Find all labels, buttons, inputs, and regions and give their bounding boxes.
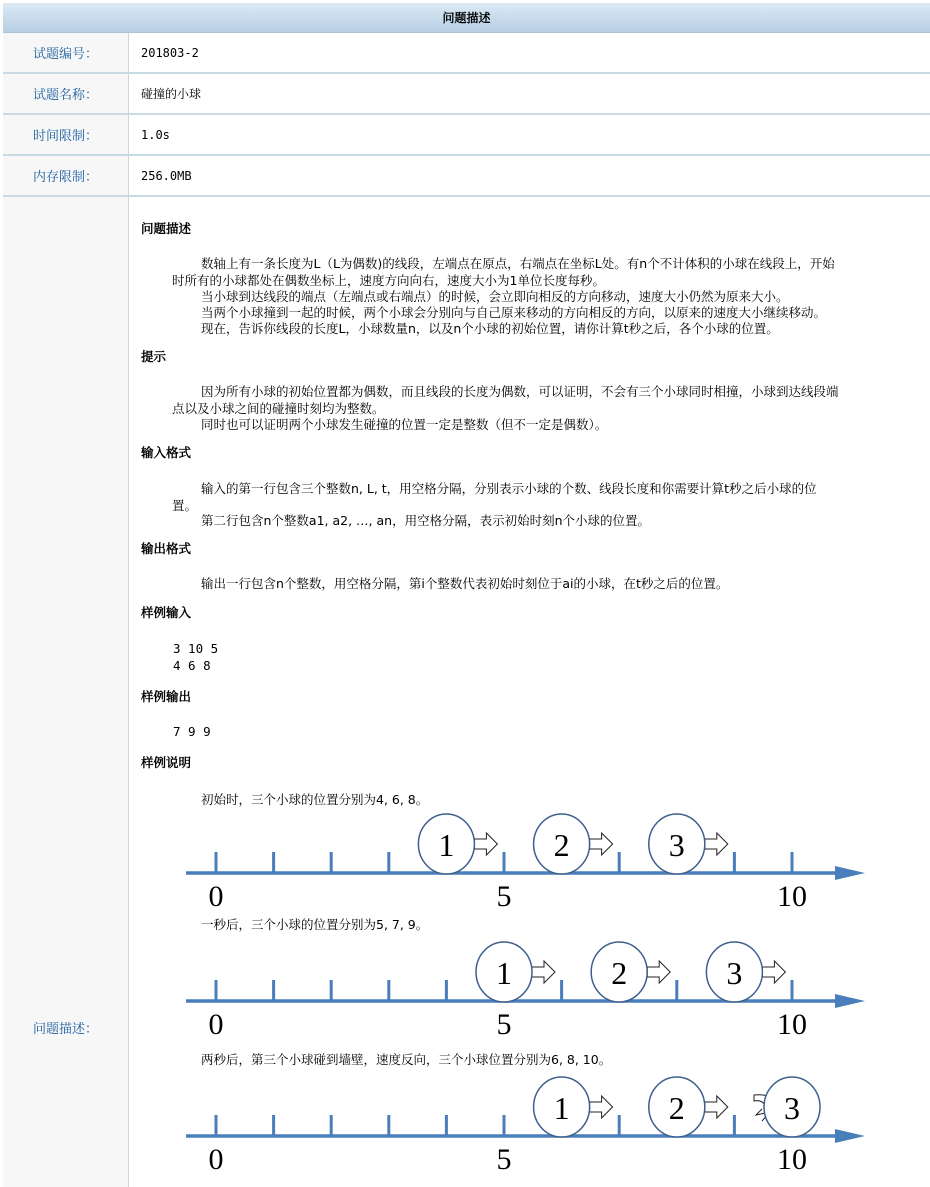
axis-arrowhead (835, 1129, 865, 1143)
text-line: 现在，告诉你线段的长度L，小球数量n，以及n个小球的初始位置，请你计算t秒之后，各个小球的位置。 (201, 321, 779, 336)
right-arrow-icon (474, 833, 497, 855)
right-arrow-icon (647, 961, 670, 983)
info-row-memory (3, 156, 930, 197)
right-arrow-icon (705, 833, 728, 855)
text-line: 数轴上有一条长度为L（L为偶数)的线段，左端点在原点，右端点在坐标L处。有n个不计体积的小球在线段上，开始 (201, 256, 835, 271)
ball-label: 3 (784, 1090, 800, 1126)
right-arrow-icon (762, 961, 785, 983)
label-id: 试题编号： (3, 33, 129, 72)
text-line: 点以及小球之间的碰撞时刻均为整数。 (172, 401, 385, 416)
text-line: 第二行包含n个整数a1, a2, …, an，用空格分隔，表示初始时刻n个小球的位置。 (201, 513, 650, 528)
info-row-time (3, 115, 930, 156)
axis-label: 5 (496, 1143, 512, 1173)
ball-label: 1 (496, 955, 512, 991)
axis-label: 0 (208, 880, 224, 910)
diagram-one-second (180, 938, 880, 1038)
value-time: 1.0s (141, 127, 170, 142)
sample-input-line: 3 10 5 (173, 641, 219, 656)
label-memory: 内存限制： (3, 156, 129, 195)
text-line: 当两个小球撞到一起的时候，两个小球会分别向与自己原来移动的方向相反的方向，以原来的速度大小继续移动。 (201, 305, 827, 320)
section-title-explain: 样例说明 (141, 755, 192, 770)
section-title-problem: 问题描述 (141, 221, 192, 236)
text-line: 因为所有小球的初始位置都为偶数，而且线段的长度为偶数，可以证明，不会有三个小球同时相撞，小球到达线段端 (201, 384, 839, 399)
axis-label: 10 (777, 1143, 807, 1173)
section-title-output: 输出格式 (141, 541, 192, 556)
value-id: 201803-2 (141, 45, 199, 60)
sample-output-line: 7 9 9 (173, 724, 211, 739)
ball-label: 2 (553, 827, 570, 863)
value-memory: 256.0MB (141, 168, 192, 183)
text-line: 输入的第一行包含三个整数n, L, t，用空格分隔，分别表示小球的个数、线段长度和你需要计算t秒之后小球的位 (201, 481, 817, 496)
diagram-caption: 初始时，三个小球的位置分别为4, 6, 8。 (201, 792, 429, 807)
diagram-initial (180, 810, 880, 910)
section-title-sample-input: 样例输入 (141, 605, 192, 620)
axis-label: 10 (777, 880, 807, 910)
axis-arrowhead (835, 866, 865, 880)
text-line: 同时也可以证明两个小球发生碰撞的位置一定是整数（但不一定是偶数）。 (201, 417, 608, 432)
label-name: 试题名称： (3, 74, 129, 113)
axis-label: 5 (496, 1008, 512, 1038)
table-header: 问题描述 (3, 3, 930, 33)
label-time: 时间限制： (3, 115, 129, 154)
ball-label: 1 (438, 827, 455, 863)
right-arrow-icon (590, 833, 613, 855)
ball-label: 3 (726, 955, 743, 991)
text-line: 输出一行包含n个整数，用空格分隔，第i个整数代表初始时刻位于ai的小球，在t秒之后的位置。 (201, 576, 729, 591)
axis-label: 10 (777, 1008, 807, 1038)
label-description: 问题描述： (3, 197, 129, 1187)
diagram-two-seconds (180, 1073, 880, 1173)
right-arrow-icon (532, 961, 555, 983)
axis-label: 5 (496, 880, 512, 910)
text-line: 当小球到达线段的端点（左端点或右端点）的时候，会立即向相反的方向移动，速度大小仍然为原来大小。 (201, 289, 789, 304)
info-row-id (3, 33, 930, 74)
axis-label: 0 (208, 1143, 224, 1173)
section-title-input: 输入格式 (141, 445, 192, 460)
ball-label: 2 (611, 955, 628, 991)
axis-arrowhead (835, 994, 865, 1008)
diagram-caption: 一秒后，三个小球的位置分别为5, 7, 9。 (201, 917, 429, 932)
right-arrow-icon (705, 1096, 728, 1118)
sample-input-line: 4 6 8 (173, 658, 211, 673)
section-title-sample-output: 样例输出 (141, 689, 192, 704)
diagram-caption: 两秒后，第三个小球碰到墙壁，速度反向，三个小球位置分别为6, 8, 10。 (201, 1052, 612, 1067)
ball-label: 3 (668, 827, 685, 863)
right-arrow-icon (590, 1096, 613, 1118)
text-line: 时所有的小球都处在偶数坐标上，速度方向向右，速度大小为1单位长度每秒。 (172, 273, 605, 288)
value-name: 碰撞的小球 (141, 87, 202, 101)
ball-label: 1 (553, 1090, 570, 1126)
info-row-name (3, 74, 930, 115)
axis-label: 0 (208, 1008, 224, 1038)
ball-label: 2 (668, 1090, 685, 1126)
text-line: 置。 (172, 498, 198, 513)
section-title-hint: 提示 (141, 349, 167, 364)
